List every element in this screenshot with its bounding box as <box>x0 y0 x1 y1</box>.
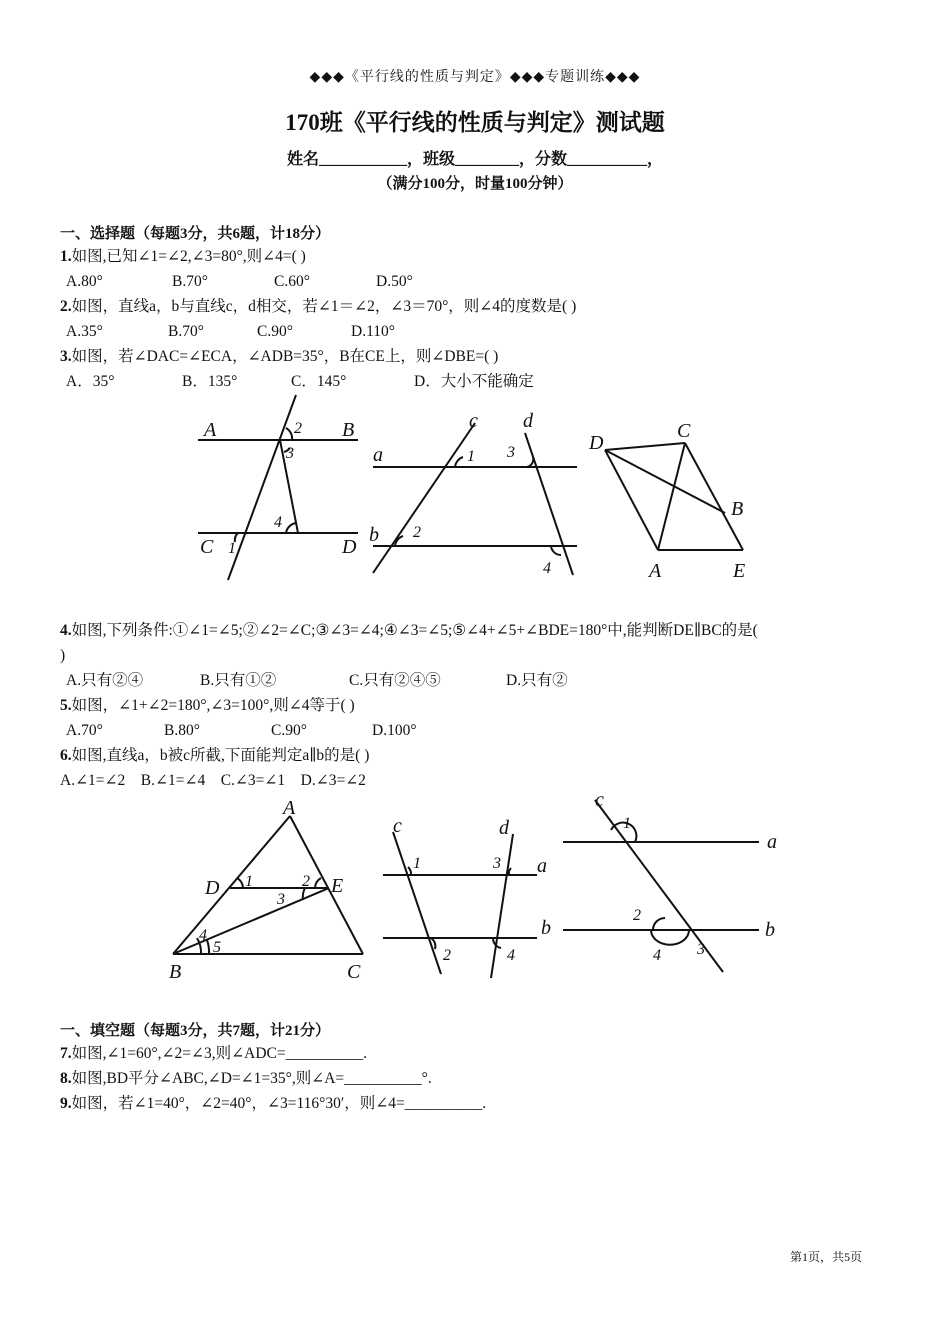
q2-option-d: D.110° <box>351 323 395 340</box>
svg-text:D: D <box>342 536 357 558</box>
question-1: 1.如图,已知∠1=∠2,∠3=80°,则∠4=( ) <box>60 248 306 265</box>
q2-option-b: B.70° <box>168 323 204 340</box>
svg-text:2: 2 <box>413 524 421 541</box>
q2-option-a: A.35° <box>66 323 103 340</box>
q3-option-a: A．35° <box>66 373 115 390</box>
svg-text:1: 1 <box>245 873 253 890</box>
svg-text:b: b <box>369 524 379 546</box>
question-2: 2.如图，直线a，b与直线c，d相交，若∠1＝∠2，∠3＝70°，则∠4的度数是( ) <box>60 298 577 315</box>
svg-text:b: b <box>541 917 551 939</box>
figure-q4 <box>165 798 375 986</box>
q3-option-d: D．大小不能确定 <box>414 373 534 390</box>
exam-title: 170班《平行线的性质与判定》测试题 <box>285 110 665 135</box>
svg-text:1: 1 <box>413 855 421 872</box>
q3-option-b: B．135° <box>182 373 238 390</box>
svg-text:b: b <box>765 919 775 941</box>
svg-text:D: D <box>205 877 220 899</box>
figure-q5 <box>375 812 555 984</box>
question-4-cont: ) <box>60 647 66 664</box>
question-8: 8.如图,BD平分∠ABC,∠D=∠1=35°,则∠A=__________°. <box>60 1070 432 1087</box>
page-header: ◆◆◆《平行线的性质与判定》◆◆◆专题训练◆◆◆ <box>309 70 641 85</box>
figure-q2 <box>365 405 585 585</box>
q5-option-b: B.80° <box>164 722 200 739</box>
svg-text:4: 4 <box>543 560 551 577</box>
svg-text:4: 4 <box>199 927 207 944</box>
svg-text:2: 2 <box>294 420 302 437</box>
svg-text:E: E <box>331 875 344 897</box>
q5-option-a: A.70° <box>66 722 103 739</box>
question-3: 3.如图，若∠DAC=∠ECA，∠ADB=35°，B在CE上，则∠DBE=( ) <box>60 348 499 365</box>
svg-text:1: 1 <box>623 815 631 832</box>
svg-text:1: 1 <box>467 448 475 465</box>
q5-option-d: D.100° <box>372 722 417 739</box>
svg-text:c: c <box>595 792 604 811</box>
svg-text:3: 3 <box>507 444 515 461</box>
svg-text:B: B <box>169 961 182 983</box>
section-choice-title: 一、选择题（每题3分，共6题，计18分） <box>60 226 331 242</box>
svg-text:d: d <box>523 410 533 432</box>
svg-text:4: 4 <box>653 947 661 964</box>
question-7: 7.如图,∠1=60°,∠2=∠3,则∠ADC=__________. <box>60 1045 367 1062</box>
svg-text:4: 4 <box>274 514 282 531</box>
q4-option-b: B.只有①② <box>200 672 277 689</box>
q5-option-c: C.90° <box>271 722 307 739</box>
section-fill-title: 一、填空题（每题3分，共7题，计21分） <box>60 1023 331 1039</box>
svg-text:A: A <box>649 560 662 582</box>
student-info-line: 姓名___________，班级________，分数__________， <box>286 151 663 168</box>
svg-text:3: 3 <box>277 891 285 908</box>
figure-q3 <box>585 415 760 585</box>
svg-text:5: 5 <box>213 939 221 956</box>
q4-option-a: A.只有②④ <box>66 672 144 689</box>
q1-option-a: A.80° <box>66 273 103 290</box>
svg-text:2: 2 <box>443 947 451 964</box>
question-9: 9.如图，若∠1=40°，∠2=40°，∠3=116°30′，则∠4=__________. <box>60 1095 487 1112</box>
figure-q1 <box>190 390 370 585</box>
svg-text:3: 3 <box>697 941 705 958</box>
svg-text:3: 3 <box>286 445 294 462</box>
svg-text:C: C <box>200 536 214 558</box>
svg-text:D: D <box>589 432 604 454</box>
score-note: （满分100分，时量100分钟） <box>377 176 573 192</box>
q1-option-c: C.60° <box>274 273 310 290</box>
question-5: 5.如图，∠1+∠2=180°,∠3=100°,则∠4等于( ) <box>60 697 355 714</box>
q6-options: A.∠1=∠2 B.∠1=∠4 C.∠3=∠1 D.∠3=∠2 <box>60 772 366 789</box>
svg-text:A: A <box>204 419 217 441</box>
svg-text:a: a <box>767 831 777 853</box>
svg-text:a: a <box>537 855 547 877</box>
question-6: 6.如图,直线a，b被c所截,下面能判定a∥b的是( ) <box>60 747 370 764</box>
q3-option-c: C．145° <box>291 373 347 390</box>
svg-text:1: 1 <box>228 540 236 557</box>
svg-text:a: a <box>373 444 383 466</box>
svg-text:E: E <box>733 560 746 582</box>
svg-text:2: 2 <box>302 873 310 890</box>
svg-text:2: 2 <box>633 907 641 924</box>
svg-text:d: d <box>499 817 509 839</box>
svg-text:C: C <box>347 961 361 983</box>
svg-text:c: c <box>393 815 402 837</box>
svg-text:B: B <box>731 498 744 520</box>
q4-option-c: C.只有②④⑤ <box>349 672 441 689</box>
svg-text:3: 3 <box>493 855 501 872</box>
q1-option-d: D.50° <box>376 273 413 290</box>
svg-text:C: C <box>677 420 691 442</box>
q2-option-c: C.90° <box>257 323 293 340</box>
q4-option-d: D.只有② <box>506 672 568 689</box>
svg-text:B: B <box>342 419 355 441</box>
question-4: 4.如图,下列条件:①∠1=∠5;②∠2=∠C;③∠3=∠4;④∠3=∠5;⑤∠4+∠5+∠BDE=180°中,能判断DE∥BC的是( <box>60 622 758 639</box>
q1-option-b: B.70° <box>172 273 208 290</box>
figure-q6 <box>555 792 785 980</box>
svg-text:A: A <box>283 798 296 819</box>
page-footer: 第1页，共5页 <box>789 1250 862 1264</box>
svg-text:c: c <box>469 410 478 432</box>
svg-text:4: 4 <box>507 947 515 964</box>
